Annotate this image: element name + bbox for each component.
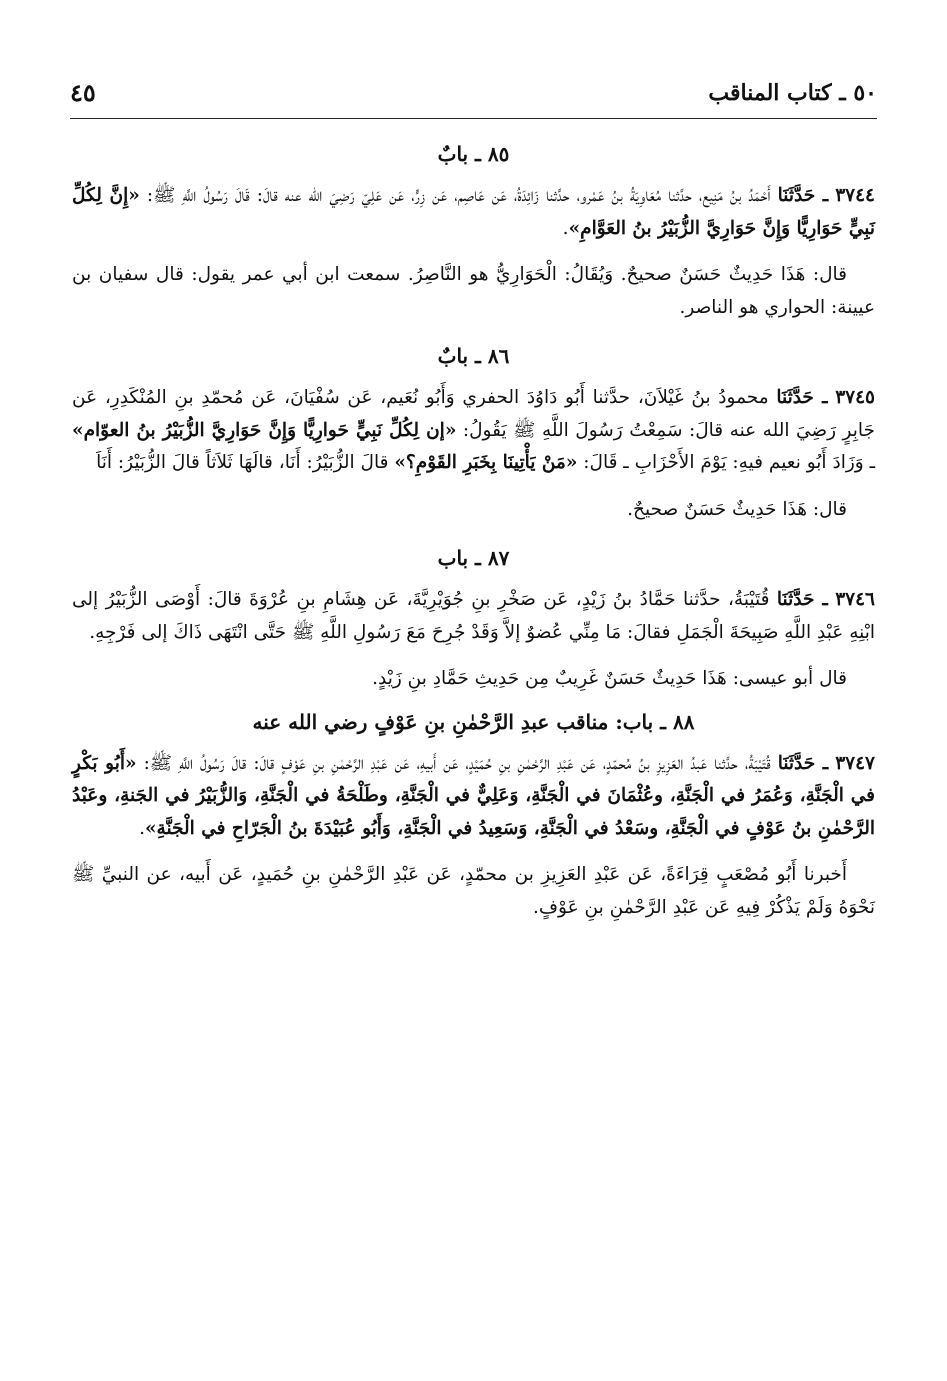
- hadith-text: محمودُ بنُ غَيْلاَنَ، حدَّثنا أَبُو دَاوُدَ الحفري وَأَبُو نُعَيم، عَن سُفْيَانَ، عَن مُحمّدِ بنِ المُنْكَدِرِ، عَن جَابِرٍ رَضِيَ الله عنه قالَ: سَمِعْتُ رَسُولَ اللَّهِ ﷺ يَقُولُ:: [72, 387, 875, 441]
- haddathana-word: ـ حَدَّثَنَا: [777, 752, 829, 774]
- grading-note: قال أبو عيسى: هَذَا حَدِيثٌ حَسَنٌ غَرِيبٌ مِن حَدِيثِ حَمَّادِ بنِ زَيْدٍ.: [372, 668, 847, 689]
- section-heading: ٨٦ ـ بابٌ: [437, 344, 510, 368]
- hadith-paragraph: [72, 180, 875, 245]
- haddathana-word: ـ حَدَّثَنَا: [776, 387, 828, 408]
- hadith-quote: «إِنَّ لِكُلِّ نَبِيٍّ حَوَارِيًّا وَإِنَّ حَوَارِيَّ الزُّبَيْرُ بنُ العَوَّامِ»: [72, 185, 875, 239]
- hadith-number: ٣٧٤٥: [835, 387, 875, 408]
- hadith-paragraph: [72, 382, 875, 480]
- page-number: ٤٥: [70, 78, 96, 107]
- hadith-quote: «إن لِكُلِّ نَبِيٍّ حَوارِيًّا وَإِنَّ حَوَارِيَّ الزُّبَيْرُ بنُ العوّام»: [72, 419, 457, 441]
- hadith-paragraph: [72, 584, 875, 649]
- haddathana-word: ـ حَدَّثَنَا: [776, 589, 828, 610]
- page-body: [72, 142, 875, 938]
- section-heading: ٨٧ ـ باب: [437, 546, 510, 570]
- hadith-number: ٣٧٤٦: [835, 589, 875, 610]
- hadith-text: قُتَيْبَةُ، حدَّثنا حَمَّادُ بنُ زَيْدٍ، عَن صَخْرِ بنِ جُوَيْرِيَّةَ، عَن هِشَامِ بنِ عُرْوَةَ قالَ: أَوْصَى الزُّبَيْرُ إلى ابْنِهِ عَبْدِ اللَّهِ صَبِيحَةَ الْجَمَلِ فقالَ: مَا مِنِّي عُضوٌ إلاَّ وَقَدْ جُرِحَ مَعَ رَسُولِ اللَّهِ ﷺ حَتَّى انْتَهَى ذَاكَ إلى فَرْجِهِ.: [72, 589, 875, 643]
- section-heading: ٨٨ ـ باب: مناقب عبدِ الرَّحْمٰنِ بنِ عَوْفٍ رضي الله عنه: [252, 709, 695, 734]
- hadith-paragraph: [72, 748, 875, 846]
- hadith-text: أَحْمَدُ بنُ مَنِيع، حدَّثنا مُعَاوِيَةُ بنُ عَمْرو، حدَّثنا زَائِدَةُ، عَن عَاصِم، عَن زِرٍّ، عَن عَلِيّ رَضِيَ الله عنه قالَ: قَالَ رَسُولُ اللَّهِ ﷺ:: [139, 185, 771, 206]
- grading-note: قال: هَذَا حَدِيثٌ حَسَنٌ صحيحٌ. وَيُقَالُ: الْحَوَارِيُّ هو النَّاصِرُ. سمعت ابن أبي عمر يقول: قال سفيان بن عيينة: الحواري هو الناصر.: [72, 264, 875, 318]
- haddathana-word: ـ حَدَّثَنَا: [777, 185, 829, 206]
- hadith-quote-second: «مَنْ يَأْتِينَا بِخَبَرِ القَوْمِ؟»: [394, 452, 578, 473]
- section-heading: ٨٥ ـ بابٌ: [437, 142, 510, 166]
- hadith-end: .: [139, 817, 145, 839]
- chapter-title: ٥٠ ـ كتاب المناقب: [708, 80, 877, 106]
- hadith-text-continued: ـ وَزَادَ أَبُو نعيم فيهِ: يَوْمَ الأَحْزَابِ ـ قَالَ:: [577, 452, 875, 473]
- hadith-end: .: [562, 217, 569, 239]
- hadith-number: ٣٧٤٤: [835, 185, 875, 206]
- hadith-text: قُتَيْبَةُ، حدَّثنا عَبدُ العَزِيزِ بنُ مُحمّدٍ، عَن عَبْدِ الرَّحْمٰنِ بنِ حُمَيْدٍ، عَن أَبيهِ، عَن عَبْدِ الرَّحْمٰنِ بنِ عَوْفٍ قالَ: قالَ رَسُولُ اللَّهِ ﷺ:: [136, 752, 771, 774]
- hadith-text-final: قالَ الزُّبَيْرُ: أَنَا، قالَهَا ثَلاَثاً قالَ الزُّبَيْرُ: أَنَاَ: [96, 452, 395, 473]
- hadith-number: ٣٧٤٧: [835, 752, 875, 774]
- hadith-quote: «أَبُو بَكْرٍ في الْجَنَّةِ، وَعُمَرُ في الْجَنَّةِ، وعُثْمَانَ في الْجَنَّةِ، وَعَلِيٌّ في الْجَنَّةِ، وطَلْحَةُ في الْجَنَّةِ، وَالزُّبَيْرُ في الجَنةِ، وعَبْدُ الرَّحْمٰنِ بنُ عَوْفٍ في الْجَنَّةِ، وسَعْدُ في الْجَنَّةِ، وَسَعِيدُ في الْجَنَّةِ، وَأَبُو عُبَيْدَةَ بنُ الْجَرّاحِ في الْجَنَّةِ»: [72, 752, 875, 839]
- grading-note: قال: هَذَا حَدِيثٌ حَسَنٌ صحيحٌ.: [627, 498, 847, 520]
- page-header: [70, 78, 877, 119]
- chain-note: أَخبرنا أَبُو مُصْعَبٍ قِرَاءَةً، عَن عَبْدِ العَزِيزِ بن محمّدٍ، عَن عَبْدِ الرَّحْمٰنِ بنِ حُمَيدٍ، عَن أَبيه، عن النبيِّ ﷺ نَحْوَهُ وَلَمْ يَذْكُرْ فِيهِ عَن عَبْدِ الرَّحْمٰنِ بنِ عَوْفٍ.: [72, 864, 875, 918]
